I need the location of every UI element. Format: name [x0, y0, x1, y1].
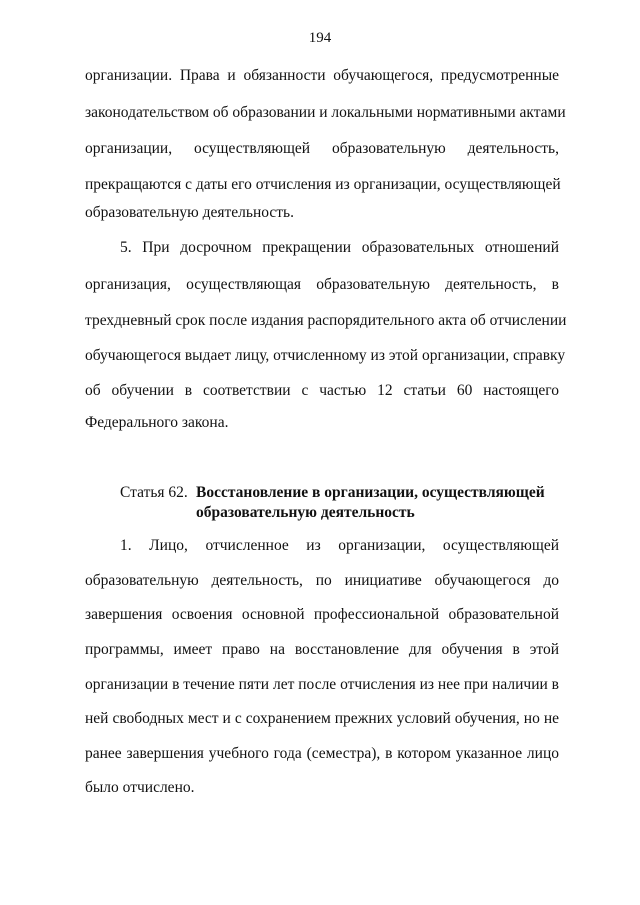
- paragraph-line: организации в течение пяти лет после отчисления из нее при наличии в: [85, 676, 559, 693]
- paragraph-line: об обучении в соответствии с частью 12 статьи 60 настоящего: [85, 382, 559, 399]
- page-number: 194: [308, 30, 332, 46]
- paragraph-line: организации, осуществляющей образовательную деятельность,: [85, 140, 559, 157]
- paragraph-line: ранее завершения учебного года (семестра), в котором указанное лицо: [85, 745, 559, 762]
- paragraph-line: Федерального закона.: [85, 414, 229, 431]
- paragraph-line: ней свободных мест и с сохранением прежних условий обучения, но не: [85, 710, 559, 727]
- article-title-line: Восстановление в организации, осуществляющей: [196, 484, 545, 501]
- paragraph-line: организация, осуществляющая образовательную деятельность, в: [85, 276, 559, 293]
- paragraph-line: образовательную деятельность, по инициативе обучающегося до: [85, 572, 559, 589]
- article-title-line: образовательную деятельность: [196, 504, 415, 521]
- paragraph-line: завершения освоения основной профессиональной образовательной: [85, 606, 559, 623]
- paragraph-line: было отчислено.: [85, 779, 195, 796]
- paragraph-line: образовательную деятельность.: [85, 204, 294, 221]
- paragraph-line: 1. Лицо, отчисленное из организации, осуществляющей: [120, 537, 559, 554]
- paragraph-line: организации. Права и обязанности обучающегося, предусмотренные: [85, 67, 559, 84]
- article-number: Статья 62.: [120, 484, 188, 501]
- paragraph-line: 5. При досрочном прекращении образовательных отношений: [120, 239, 559, 256]
- paragraph-line: законодательством об образовании и локальными нормативными актами: [85, 104, 566, 121]
- paragraph-line: программы, имеет право на восстановление для обучения в этой: [85, 641, 559, 658]
- paragraph-line: прекращаются с даты его отчисления из организации, осуществляющей: [85, 176, 561, 193]
- paragraph-line: обучающегося выдает лицу, отчисленному из этой организации, справку: [85, 347, 566, 364]
- paragraph-line: трехдневный срок после издания распорядительного акта об отчислении: [85, 312, 567, 329]
